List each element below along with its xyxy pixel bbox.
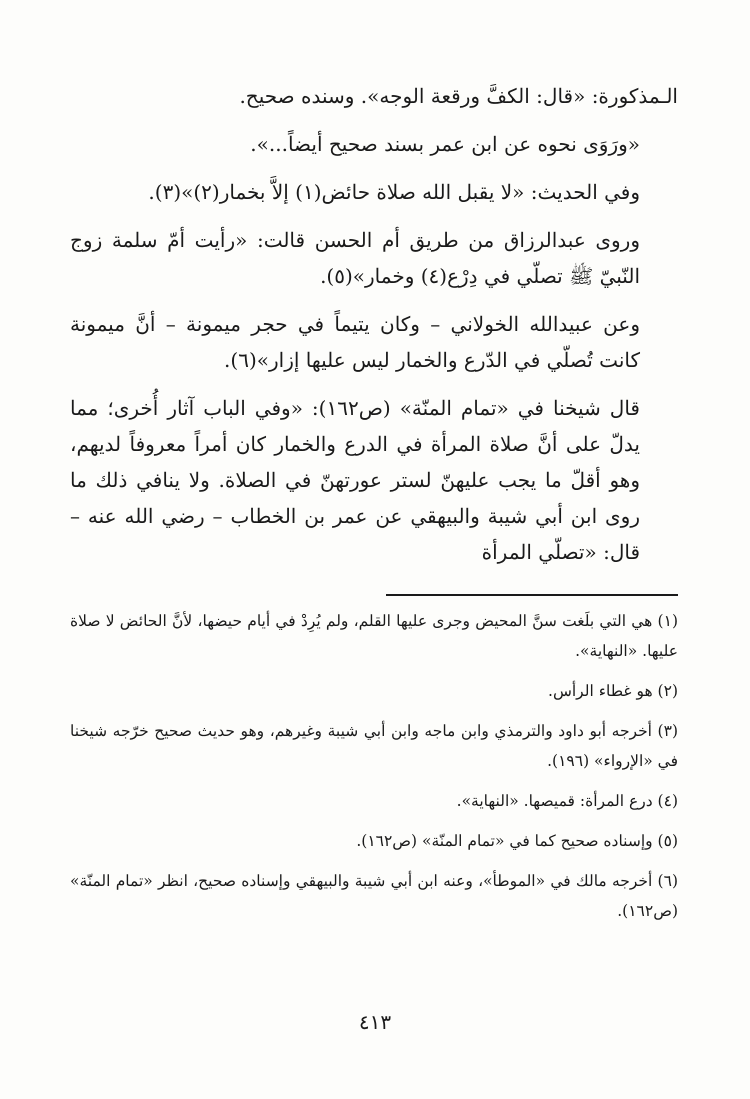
footnote: (١) هي التي بلَغت سنَّ المحيض وجرى عليها القلم، ولم يُرِدْ في أيام حيضها، لأنَّ الحائض لا صلاة عليها. «النهاية».	[70, 612, 678, 660]
footnote: (٢) هو غطاء الرأس.	[548, 682, 678, 700]
paragraph: وفي الحديث: «لا يقبل الله صلاة حائض(١) إلاَّ بخمار(٢)»(٣).	[148, 180, 640, 204]
paragraph: «ورَوَى نحوه عن ابن عمر بسند صحيح أيضاً...».	[250, 132, 640, 156]
footnote: (٣) أخرجه أبو داود والترمذي وابن ماجه وابن أبي شيبة وغيرهم، وهو حديث صحيح خرّجه شيخنا في «الإرواء» (١٩٦).	[70, 722, 678, 770]
main-text	[70, 78, 678, 570]
paragraph: وعن عبيدالله الخولاني – وكان يتيماً في حجر ميمونة – أنَّ ميمونة كانت تُصلّي في الدّرع والخمار ليس عليها إزار»(٦).	[70, 312, 640, 372]
footnote: (٦) أخرجه مالك في «الموطأ»، وعنه ابن أبي شيبة والبيهقي وإسناده صحيح، انظر «تمام المنّة» (ص١٦٢).	[70, 872, 678, 920]
paragraph: قال شيخنا في «تمام المنّة» (ص١٦٢): «وفي الباب آثار أُخرى؛ مما يدلّ على أنَّ صلاة المرأة في الدرع والخمار كان أمراً معروفاً لديهم، وهو أقلّ ما يجب عليهنّ لستر عورتهنّ في الصلاة. ولا ينافي ذلك ما روى ابن أبي شيبة والبيهقي عن عمر بن الخطاب – رضي الله عنه – قال: «تصلّي المرأة	[70, 396, 640, 564]
footnote: (٤) درع المرأة: قميصها. «النهاية».	[456, 792, 678, 810]
footnote-separator	[386, 594, 678, 596]
footnote: (٥) وإسناده صحيح كما في «تمام المنّة» (ص١٦٢).	[356, 832, 678, 850]
paragraph: وروى عبدالرزاق من طريق أم الحسن قالت: «رأيت أمّ سلمة زوج النّبيّ ﷺ تصلّي في دِرْع(٤) وخمار»(٥).	[70, 228, 640, 288]
page-number: ٤١٣	[358, 1010, 392, 1034]
footnotes	[70, 606, 678, 926]
paragraph: الـمذكورة: «قال: الكفَّ ورقعة الوجه». وسنده صحيح.	[239, 84, 678, 108]
